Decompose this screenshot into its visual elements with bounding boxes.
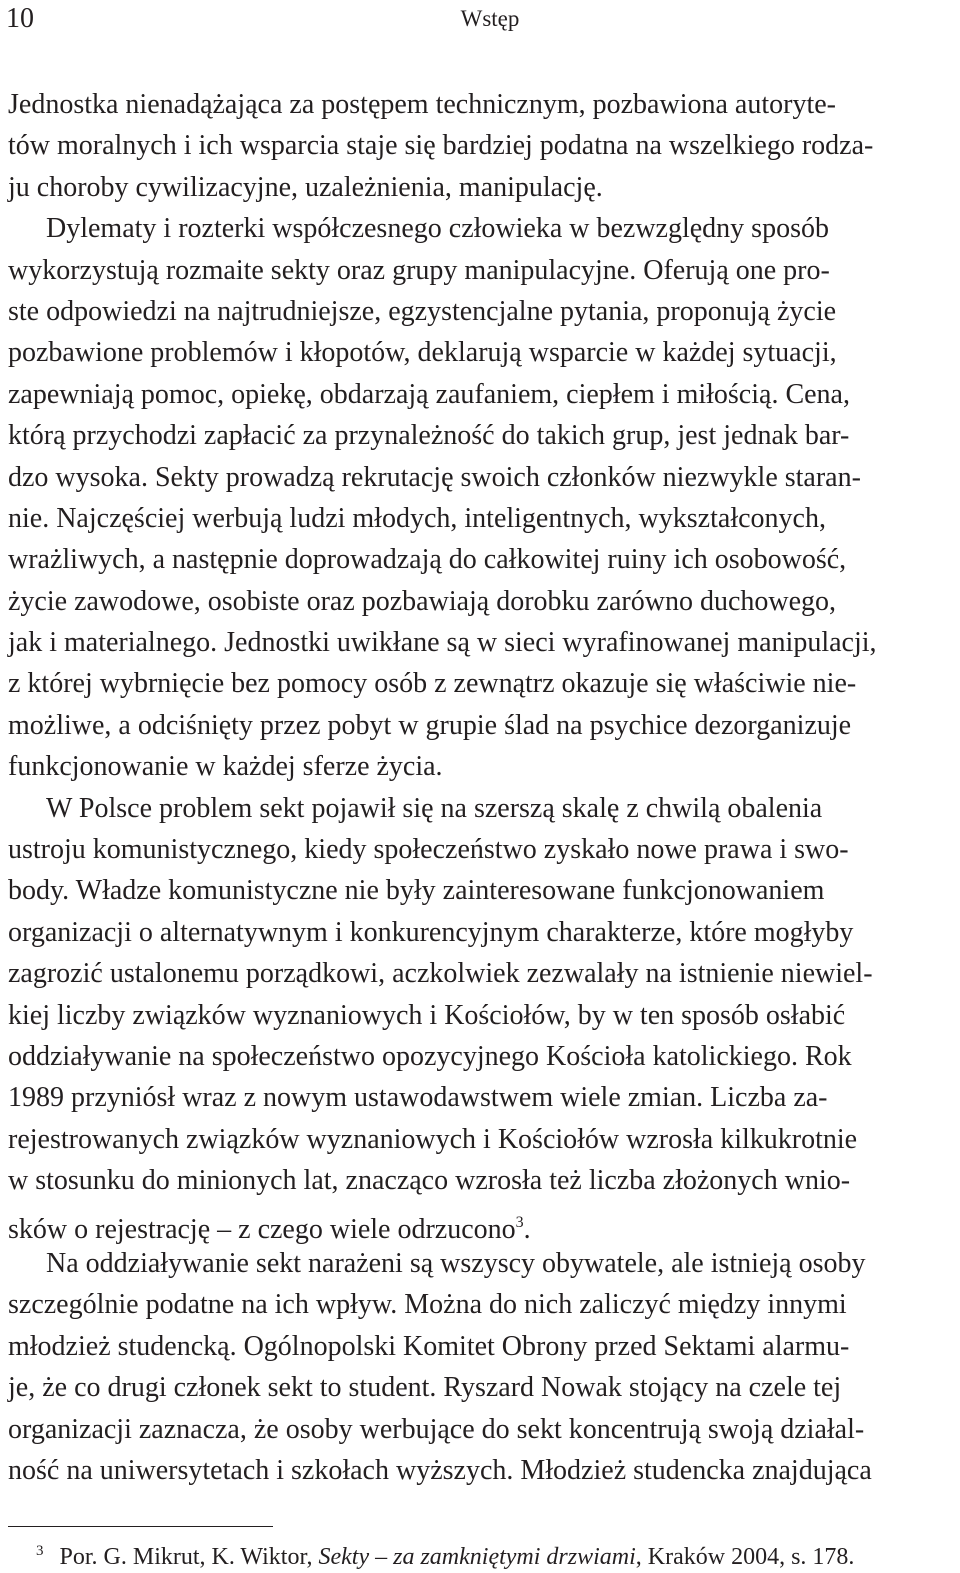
- text-line: ste odpowiedzi na najtrudniejsze, egzystencjalne pytania, proponują życie: [8, 295, 837, 327]
- text-line: 1989 przyniósł wraz z nowym ustawodawstwem wiele zmian. Liczba za-: [8, 1082, 828, 1114]
- body-text: [8, 84, 952, 1491]
- text-line: którą przychodzi zapłacić za przynależność do takich grup, jest jednak bar-: [8, 420, 850, 452]
- text-line: młodzież studencką. Ogólnopolski Komitet Obrony przed Sektami alarmu-: [8, 1330, 850, 1362]
- text-line: w stosunku do minionych lat, znacząco wzrosła też liczba złożonych wnio-: [8, 1165, 851, 1197]
- text-line: organizacji zaznacza, że osoby werbujące do sekt koncentrują swoją działal-: [8, 1413, 865, 1445]
- text-line: funkcjonowanie w każdej sferze życia.: [8, 751, 443, 783]
- text-line: nie. Najczęściej werbują ludzi młodych, inteligentnych, wykształconych,: [8, 502, 826, 534]
- text-line: szczególnie podatne na ich wpływ. Można do nich zaliczyć między innymi: [8, 1289, 847, 1321]
- text-segment: .: [523, 1213, 531, 1245]
- page-number: 10: [6, 3, 34, 34]
- footnote-title: Sekty – za zamkniętymi drzwiami: [318, 1544, 636, 1570]
- footnote-prefix: Por. G. Mikrut, K. Wiktor,: [59, 1544, 319, 1570]
- footnote-separator: [8, 1526, 273, 1527]
- text-line: Jednostka nienadążająca za postępem technicznym, pozbawiona autoryte-: [8, 89, 836, 120]
- text-line: życie zawodowe, osobiste oraz pozbawiają dorobku zarówno duchowego,: [8, 585, 837, 617]
- text-line: Na oddziaływanie sekt narażeni są wszyscy obywatele, ale istnieją osoby: [46, 1247, 866, 1279]
- text-line: zagrozić ustalonemu porządkowi, aczkolwiek zezwalały na istnienie niewiel-: [8, 958, 873, 990]
- text-line: z której wybrnięcie bez pomocy osób z zewnątrz okazuje się właściwie nie-: [8, 668, 857, 700]
- text-line: jak i materialnego. Jednostki uwikłane są w sieci wyrafinowanej manipulacji,: [8, 627, 877, 659]
- text-line: wykorzystują rozmaite sekty oraz grupy manipulacyjne. Oferują one pro-: [8, 254, 830, 286]
- text-line: zapewniają pomoc, opiekę, obdarzają zaufaniem, ciepłem i miłością. Cena,: [8, 378, 850, 410]
- footnote: [36, 1535, 854, 1573]
- text-line: możliwe, a odciśnięty przez pobyt w grupie ślad na psychice dezorganizuje: [8, 709, 852, 741]
- text-segment: sków o rejestrację – z czego wiele odrzucono: [8, 1213, 516, 1245]
- text-line: ju choroby cywilizacyjne, uzależnienia, manipulację.: [8, 171, 603, 203]
- footnote-reference: 3: [515, 1213, 524, 1231]
- running-head: Wstęp: [460, 6, 520, 31]
- text-line: tów moralnych i ich wsparcia staje się bardziej podatna na wszelkiego rodza-: [8, 130, 874, 162]
- footnote-number: 3: [36, 1543, 44, 1559]
- text-line: pozbawione problemów i kłopotów, deklarują wsparcie w każdej sytuacji,: [8, 337, 837, 369]
- text-line: rejestrowanych związków wyznaniowych i Kościołów wzrosła kilkukrotnie: [8, 1123, 858, 1155]
- text-line: W Polsce problem sekt pojawił się na szerszą skalę z chwilą obalenia: [46, 792, 823, 824]
- text-line: dzo wysoka. Sekty prowadzą rekrutację swoich członków niezwykle staran-: [8, 461, 861, 493]
- text-line: je, że co drugi członek sekt to student. Ryszard Nowak stojący na czele tej: [8, 1372, 842, 1404]
- text-line: ność na uniwersytetach i szkołach wyższych. Młodzież studencka znajdująca: [8, 1454, 872, 1486]
- text-line: ustroju komunistycznego, kiedy społeczeństwo zyskało nowe prawa i swo-: [8, 834, 849, 866]
- text-line: oddziaływanie na społeczeństwo opozycyjnego Kościoła katolickiego. Rok: [8, 1040, 852, 1072]
- text-line-with-footnote-ref: [8, 1202, 952, 1243]
- text-line: wrażliwych, a następnie doprowadzają do całkowitej ruiny ich osobowość,: [8, 544, 847, 576]
- text-line: organizacji o alternatywnym i konkurencyjnym charakterze, które mogłyby: [8, 916, 854, 948]
- text-line: Dylematy i rozterki współczesnego człowieka w bezwzględny sposób: [46, 213, 829, 245]
- text-line: kiej liczby związków wyznaniowych i Kościołów, by w ten sposób osłabić: [8, 999, 846, 1031]
- footnote-suffix: , Kraków 2004, s. 178.: [635, 1544, 855, 1570]
- text-line: body. Władze komunistyczne nie były zainteresowane funkcjonowaniem: [8, 875, 825, 907]
